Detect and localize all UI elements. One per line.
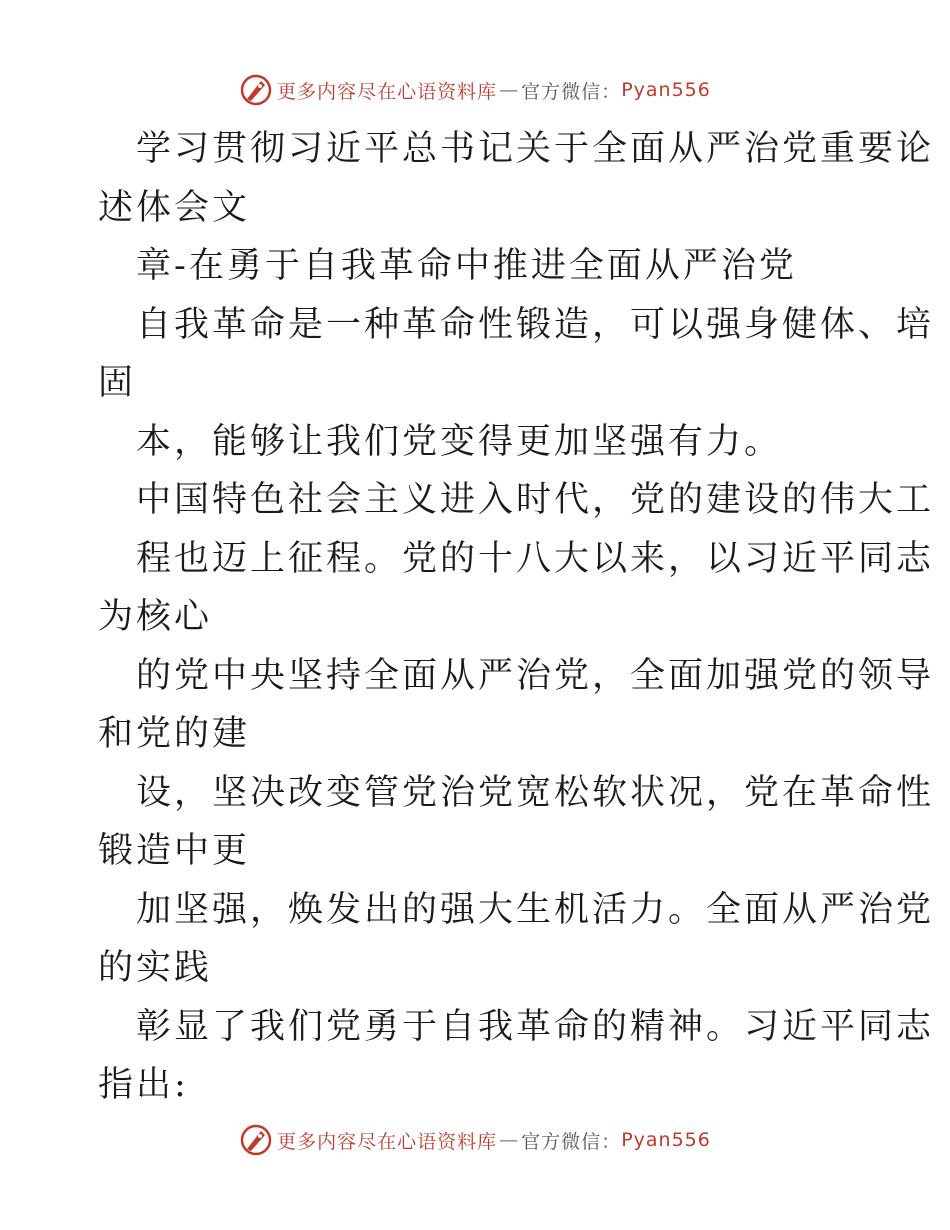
text-line: 固 bbox=[98, 363, 137, 403]
pen-nib-logo-icon bbox=[239, 73, 273, 107]
banner-account: Pyan556 bbox=[621, 1129, 711, 1151]
text-line: 锻造中更 bbox=[98, 831, 251, 871]
banner-text: 更多内容尽在心语资料库 bbox=[277, 80, 498, 103]
header-banner bbox=[0, 70, 950, 110]
text-line: 指出: bbox=[98, 1065, 189, 1105]
text-line: 章-在勇于自我革命中推进全面从严治党 bbox=[136, 246, 797, 286]
text-line: 和党的建 bbox=[98, 714, 251, 754]
footer-banner bbox=[0, 1120, 950, 1160]
banner-dash: — bbox=[499, 1129, 520, 1151]
text-line: 学习贯彻习近平总书记关于全面从严治党重要论 bbox=[136, 129, 935, 169]
text-line: 的党中央坚持全面从严治党，全面加强党的领导 bbox=[136, 655, 935, 696]
text-line: 为核心 bbox=[98, 597, 213, 637]
text-line: 自我革命是一种革命性锻造，可以强身健体、培 bbox=[136, 304, 935, 345]
text-line: 加坚强，焕发出的强大生机活力。全面从严治党 bbox=[136, 889, 935, 930]
text-line: 的实践 bbox=[98, 948, 213, 988]
text-line: 述体会文 bbox=[98, 187, 251, 228]
text-line: 本，能够让我们党变得更加坚强有力。 bbox=[136, 421, 783, 462]
banner-dash: — bbox=[499, 79, 520, 101]
banner-label: 官方微信： bbox=[521, 1130, 622, 1153]
pen-nib-logo-icon bbox=[239, 1123, 273, 1157]
document-body bbox=[98, 120, 935, 1115]
text-line: 设，坚决改变管党治党宽松软状况，党在革命性 bbox=[136, 772, 935, 813]
banner-label: 官方微信： bbox=[521, 80, 622, 103]
text-line: 程也迈上征程。党的十八大以来，以习近平同志 bbox=[136, 538, 935, 579]
text-line: 彰显了我们党勇于自我革命的精神。习近平同志 bbox=[136, 1006, 935, 1047]
banner-text: 更多内容尽在心语资料库 bbox=[277, 1130, 498, 1153]
banner-account: Pyan556 bbox=[621, 79, 711, 101]
text-line: 中国特色社会主义进入时代，党的建设的伟大工 bbox=[136, 480, 935, 520]
